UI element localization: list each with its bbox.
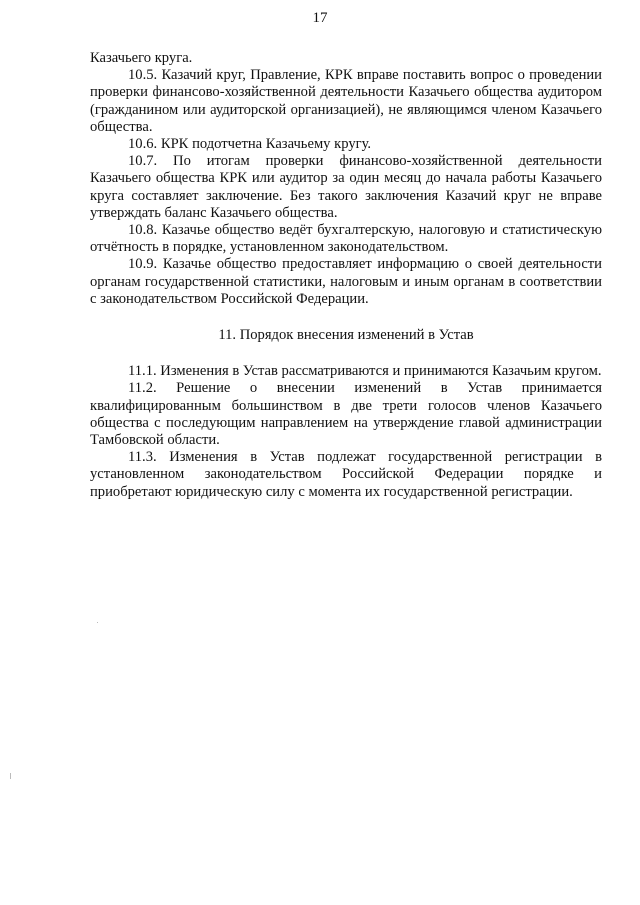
paragraph-11-3: 11.3. Изменения в Устав подлежат государственной регистрации в установленном законодательством Российской Федерации порядке и приобретают юридическую силу с момента их государственной регистрации. — [90, 449, 602, 500]
paragraph-10-6: 10.6. КРК подотчетна Казачьему кругу. — [128, 136, 372, 153]
paragraph-10-8: 10.8. Казачье общество ведёт бухгалтерскую, налоговую и статистическую отчётность в порядке, установленном законодательством. — [90, 222, 602, 256]
document-body — [90, 50, 602, 501]
scan-speck — [10, 773, 11, 779]
paragraph-10-9: 10.9. Казачье общество предоставляет информацию о своей деятельности органам государственной статистики, налоговым и иным органам в соответствии с законодательством Российской Федерации. — [90, 256, 602, 307]
page-number: 17 — [312, 10, 328, 26]
scan-speck — [97, 622, 98, 623]
section-heading-11: 11. Порядок внесения изменений в Устав — [218, 327, 474, 344]
paragraph-10-7: 10.7. По итогам проверки финансово-хозяйственной деятельности Казачьего общества КРК или аудитор за один месяц до начала работы Казачьего круга составляет заключение. Без такого заключения Казачий круг не вправе утверждать баланс Казачьего общества. — [90, 153, 602, 221]
paragraph-11-2: 11.2. Решение о внесении изменений в Устав принимается квалифицированным большинством в две трети голосов членов Казачьего общества с последующим направлением на утверждение главой администрации Тамбовской области. — [90, 380, 602, 449]
paragraph-10-5: 10.5. Казачий круг, Правление, КРК вправе поставить вопрос о проведении проверки финансово-хозяйственной деятельности Казачьего общества аудитором (гражданином или аудиторской организацией), не являющимся членом Казачьего общества. — [90, 67, 602, 135]
paragraph-11-1: 11.1. Изменения в Устав рассматриваются и принимаются Казачьим кругом. — [128, 363, 602, 380]
paragraph-10-4-continuation: Казачьего круга. — [90, 50, 193, 66]
